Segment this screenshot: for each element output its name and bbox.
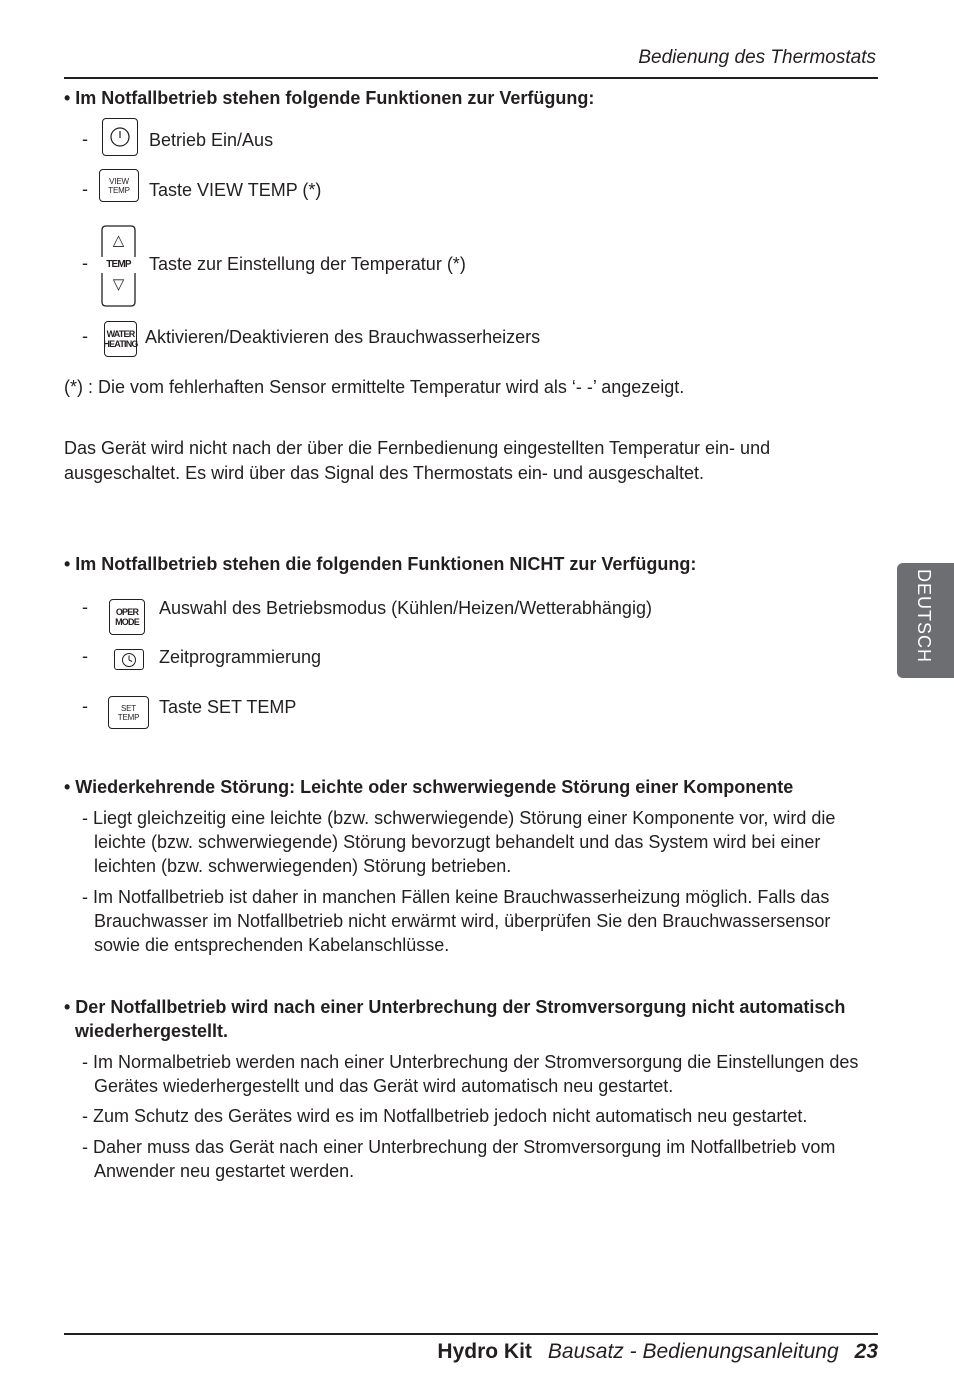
view-temp-line1: VIEW bbox=[109, 176, 129, 186]
water-heating-button bbox=[104, 321, 137, 357]
paragraph-line: Das Gerät wird nicht nach der über die Fernbedienung eingestellten Temperatur ein- und bbox=[64, 438, 771, 458]
view-temp-button bbox=[99, 169, 139, 202]
water-heating-line2: HEATING bbox=[103, 339, 138, 349]
dash: - bbox=[82, 696, 88, 716]
power-button bbox=[102, 118, 138, 156]
section4-bullet-line: - Im Normalbetrieb werden nach einer Unterbrechung der Stromversorgung die Einstellungen des bbox=[82, 1052, 859, 1072]
dash: - bbox=[82, 646, 88, 666]
section4-heading: • Der Notfallbetrieb wird nach einer Unterbrechung der Stromversorgung nicht automatisch bbox=[64, 997, 846, 1017]
water-heating-line1: WATER bbox=[106, 329, 135, 339]
temp-adjust-label: Taste zur Einstellung der Temperatur (*) bbox=[149, 254, 466, 274]
set-temp-button bbox=[108, 696, 149, 729]
section3-bullet-line: - Liegt gleichzeitig eine leichte (bzw. schwerwiegende) Störung einer Komponente vor, wird die bbox=[82, 808, 836, 828]
dash: - bbox=[82, 129, 88, 149]
section4-bullet-line: - Zum Schutz des Gerätes wird es im Notfallbetrieb jedoch nicht automatisch neu gestartet. bbox=[82, 1106, 808, 1126]
section2-heading: • Im Notfallbetrieb stehen die folgenden Funktionen NICHT zur Verfügung: bbox=[64, 554, 697, 574]
timer-button bbox=[114, 649, 144, 670]
section3-bullet-line: leichten (bzw. schwerwiegenden) Störung betrieben. bbox=[94, 856, 512, 876]
footer bbox=[437, 1340, 878, 1364]
up-arrow-icon: △ bbox=[112, 232, 125, 249]
set-temp-line2: TEMP bbox=[117, 712, 140, 722]
oper-mode-button bbox=[109, 599, 145, 635]
temp-adjust-button bbox=[101, 225, 136, 307]
power-icon bbox=[109, 126, 131, 148]
dash: - bbox=[82, 326, 88, 346]
power-label: Betrieb Ein/Aus bbox=[149, 130, 274, 150]
set-temp-label: Taste SET TEMP bbox=[159, 697, 297, 717]
set-temp-line1: SET bbox=[121, 703, 136, 713]
section4-bullet-line: Gerätes wiederhergestellt und das Gerät wird automatisch neu gestartet. bbox=[94, 1076, 674, 1096]
section3-bullet-line: Brauchwasser im Notfallbetrieb nicht erwärmt wird, überprüfen Sie den Brauchwassersensor bbox=[94, 911, 831, 931]
view-temp-line2: TEMP bbox=[108, 185, 130, 195]
section4-bullet-line: - Daher muss das Gerät nach einer Unterbrechung der Stromversorgung im Notfallbetrieb vom bbox=[82, 1137, 836, 1157]
language-tab-label: DEUTSCH bbox=[914, 569, 934, 664]
footer-subtitle: Bausatz - Bedienungsanleitung bbox=[547, 1340, 839, 1363]
footnote: (*) : Die vom fehlerhaften Sensor ermittelte Temperatur wird als ‘- -’ angezeigt. bbox=[64, 377, 685, 397]
section4-heading-cont: wiederhergestellt. bbox=[75, 1021, 229, 1041]
paragraph-line: ausgeschaltet. Es wird über das Signal des Thermostats ein- und ausgeschaltet. bbox=[64, 463, 705, 483]
header-title: Bedienung des Thermostats bbox=[638, 47, 876, 68]
section3-bullet-line: - Im Notfallbetrieb ist daher in manchen Fällen keine Brauchwasserheizung möglich. Falls das bbox=[82, 887, 830, 907]
dash: - bbox=[82, 179, 88, 199]
section1-heading: • Im Notfallbetrieb stehen folgende Funktionen zur Verfügung: bbox=[64, 88, 595, 108]
footer-brand: Hydro Kit bbox=[437, 1340, 532, 1363]
oper-mode-line2: MODE bbox=[115, 617, 139, 627]
water-heating-label: Aktivieren/Deaktivieren des Brauchwasserheizers bbox=[145, 327, 541, 347]
section3-bullet-line: sowie die entsprechenden Kabelanschlüsse. bbox=[94, 935, 450, 955]
section4-bullet-line: Anwender neu gestartet werden. bbox=[94, 1161, 355, 1181]
oper-mode-line1: OPER bbox=[115, 607, 139, 617]
down-arrow-icon: ▽ bbox=[112, 276, 125, 293]
clock-icon bbox=[121, 652, 137, 668]
section3-bullet-line: leichte (bzw. schwerwiegende) Störung bevorzugt behandelt und das System wird bei einer bbox=[94, 832, 821, 852]
header-rule bbox=[64, 77, 878, 79]
language-tab bbox=[897, 563, 954, 678]
section3-heading: • Wiederkehrende Störung: Leichte oder schwerwiegende Störung einer Komponente bbox=[64, 777, 794, 797]
view-temp-label: Taste VIEW TEMP (*) bbox=[149, 180, 322, 200]
temp-text: TEMP bbox=[106, 259, 131, 270]
dash: - bbox=[82, 597, 88, 617]
page-number: 23 bbox=[854, 1340, 878, 1363]
footer-rule bbox=[64, 1333, 878, 1335]
dash: - bbox=[82, 253, 88, 273]
oper-mode-label: Auswahl des Betriebsmodus (Kühlen/Heizen/Wetterabhängig) bbox=[159, 598, 652, 618]
timer-label: Zeitprogrammierung bbox=[159, 647, 322, 667]
